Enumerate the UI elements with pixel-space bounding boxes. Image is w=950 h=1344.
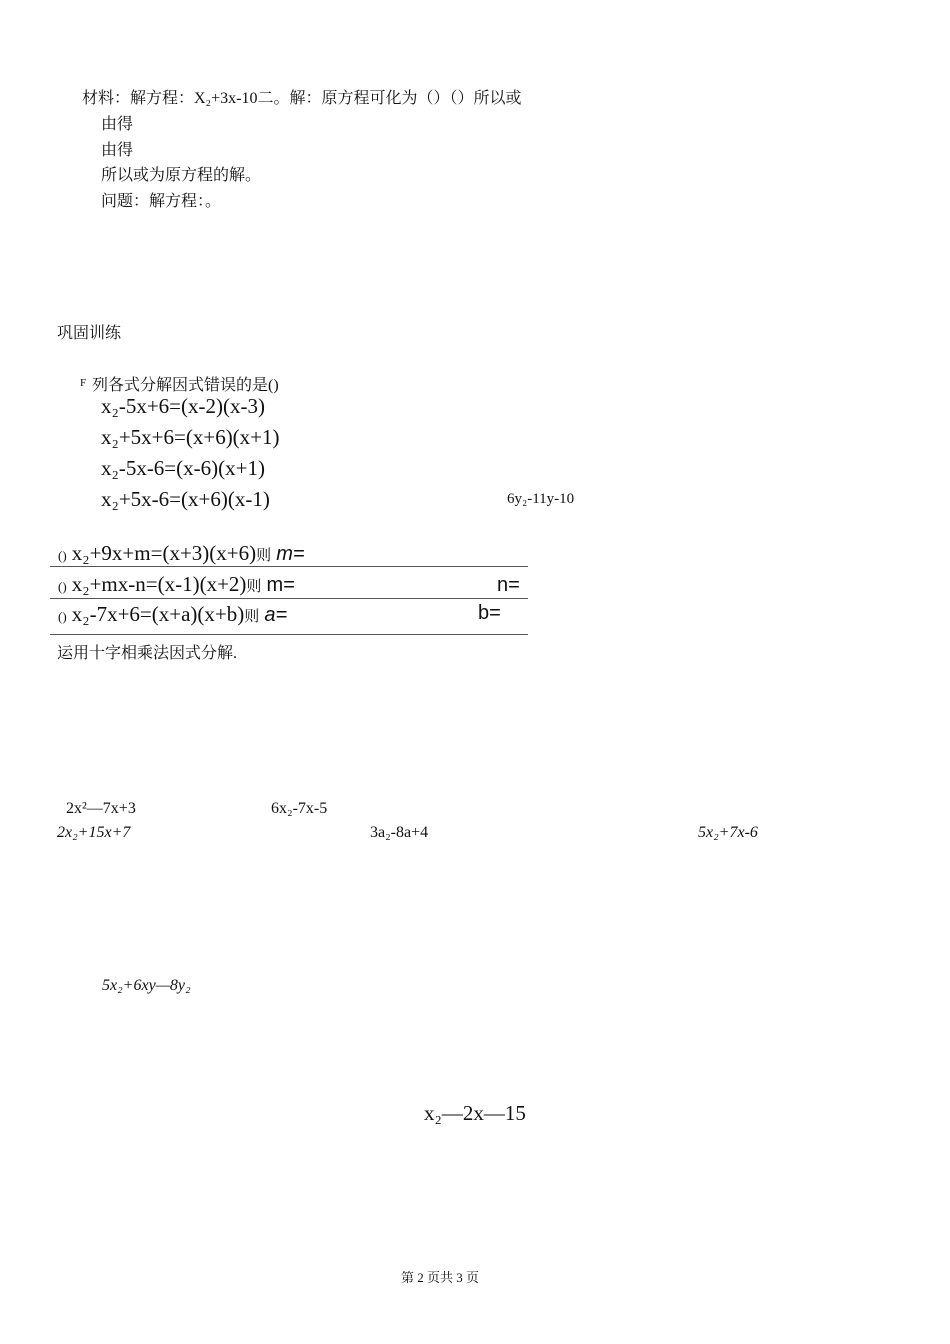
clipped-expression: 6y₂-11y-10 xyxy=(507,492,575,506)
problem-3: 2x₂+15x+7 xyxy=(57,824,131,841)
blank-then: 则 xyxy=(256,548,272,564)
divider xyxy=(50,566,528,567)
fill-blank-row-3 xyxy=(58,604,287,625)
problem-2: 6x₂-7x-5 xyxy=(271,800,328,817)
blank-expression: x₂+9x+m=(x+3)(x+6) xyxy=(71,541,257,565)
question-1-option-a: x₂-5x+6=(x-2)(x-3) xyxy=(101,394,265,418)
question-1-option-b: x₂+5x+6=(x+6)(x+1) xyxy=(101,425,280,449)
section-title: 巩固训练 xyxy=(57,325,122,342)
divider xyxy=(50,598,528,599)
problem-5: 5x₂+7x-6 xyxy=(698,824,758,841)
fill-blank-row-1 xyxy=(58,543,305,564)
problem-1: 2x²—7x+3 xyxy=(66,800,136,817)
question-1-option-d: x₂+5x-6=(x+6)(x-1) xyxy=(101,487,270,511)
blank-var-1: m= xyxy=(266,574,295,596)
material-line-4: 所以或为原方程的解。 xyxy=(101,167,262,184)
fill-blank-row-2 xyxy=(58,574,295,595)
material-line-2: 由得 xyxy=(101,116,134,133)
problem-7: x₂—2x—15 xyxy=(424,1101,526,1125)
blank-paren: () xyxy=(58,609,67,624)
material-line-5: 问题：解方程：。 xyxy=(101,193,222,210)
blank-var-2: n= xyxy=(497,574,520,596)
material-line-1: 材料：解方程：X₂+3x-10二。解：原方程可化为（）（）所以或 xyxy=(82,90,522,107)
blank-var-2: b= xyxy=(478,602,501,624)
blank-then: 则 xyxy=(244,609,260,625)
blank-paren: () xyxy=(58,579,67,594)
problem-6: 5x₂+6xy—8y₂ xyxy=(102,977,191,994)
blank-paren: () xyxy=(58,548,67,563)
blank-expression: x₂-7x+6=(x+a)(x+b) xyxy=(71,602,245,626)
question-1-option-c: x₂-5x-6=(x-6)(x+1) xyxy=(101,456,265,480)
blank-then: 则 xyxy=(246,579,262,595)
page-footer: 第 2 页共 3 页 xyxy=(401,1270,480,1285)
material-line-3: 由得 xyxy=(101,142,134,159)
blank-var-1: m= xyxy=(276,543,305,565)
blank-var-1: a= xyxy=(264,604,288,626)
cross-method-title: 运用十字相乘法因式分解. xyxy=(57,645,238,662)
blank-expression: x₂+mx-n=(x-1)(x+2) xyxy=(71,572,247,596)
question-1-prefix: F xyxy=(80,377,87,389)
question-1-prompt: 列各式分解因式错误的是() xyxy=(92,377,279,394)
divider xyxy=(50,634,528,635)
problem-4: 3a₂-8a+4 xyxy=(370,824,429,841)
